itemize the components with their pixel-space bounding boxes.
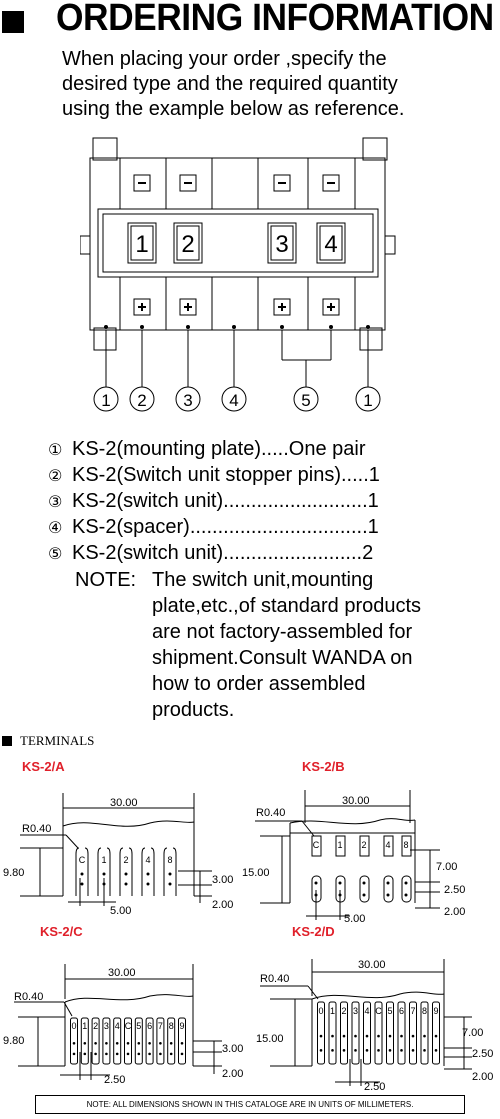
dim-1: 3.00 — [222, 1043, 244, 1055]
pin-label: C — [375, 1006, 382, 1016]
list-item — [48, 437, 380, 463]
dim-radius: R0.40 — [260, 973, 290, 985]
pin-hole — [400, 1049, 403, 1052]
pin-hole — [435, 1049, 438, 1052]
bullet-square-icon — [2, 736, 12, 746]
pin-label: 0 — [71, 1021, 77, 1031]
ks2c-label: KS-2/C — [40, 924, 83, 939]
dim-1: 3.00 — [212, 874, 234, 886]
pin-hole — [331, 1035, 334, 1038]
pin-hole — [412, 1035, 415, 1038]
dim-height: 9.80 — [3, 1035, 25, 1047]
pin-label: 2 — [341, 1006, 347, 1016]
dim-radius: R0.40 — [256, 807, 286, 819]
pin-label: 7 — [157, 1021, 163, 1031]
pin-label: 6 — [398, 1006, 405, 1016]
callout-number: 1 — [101, 391, 111, 410]
pin-label: 8 — [167, 855, 173, 865]
pin-label: 1 — [329, 1006, 336, 1016]
dim-radius: R0.40 — [14, 991, 44, 1003]
pin-hole — [105, 1042, 108, 1045]
pin-hole — [73, 1053, 76, 1056]
pin-hole — [377, 1035, 380, 1038]
note-line: The switch unit,mounting — [152, 569, 374, 591]
pin-label: 0 — [318, 1006, 324, 1016]
pin-hole — [423, 1035, 426, 1038]
ks2b-label: KS-2/B — [302, 759, 345, 774]
note-line: are not factory-assembled for — [152, 621, 413, 643]
item-text: KS-2(Switch unit stopper pins).....1 — [72, 464, 380, 486]
intro-line: When placing your order ,specify the — [62, 48, 387, 70]
pin-hole — [84, 1053, 87, 1056]
item-text: KS-2(spacer)................................1 — [72, 516, 379, 538]
pin-label: 5 — [387, 1006, 393, 1016]
intro-line: desired type and the required quantity — [62, 73, 398, 95]
pin-hole — [127, 1053, 130, 1056]
pin-hole — [377, 1049, 380, 1052]
unit-digit: 3 — [275, 231, 289, 258]
dim-width: 30.00 — [110, 797, 138, 809]
dim-pitch: 5.00 — [110, 905, 132, 917]
pin-hole — [116, 1042, 119, 1045]
pin-label: 1 — [82, 1021, 88, 1031]
pin-hole — [320, 1035, 323, 1038]
dim-1: 7.00 — [436, 861, 458, 873]
pin-label: 4 — [145, 855, 151, 865]
assembly-diagram — [80, 132, 410, 422]
dim-radius: R0.40 — [22, 823, 52, 835]
pin-label: C — [78, 855, 86, 865]
pin-hole — [148, 1042, 151, 1045]
pin-hole — [181, 1042, 184, 1045]
pin-label: 9 — [179, 1021, 185, 1031]
pin-hole — [148, 1053, 151, 1056]
section-header — [0, 0, 500, 48]
pin-label: 8 — [168, 1021, 174, 1031]
item-text: KS-2(switch unit)..........................1 — [72, 490, 379, 512]
note-line: shipment.Consult WANDA on — [152, 647, 413, 669]
pin-label: 5 — [136, 1021, 142, 1031]
pin-label: 2 — [361, 840, 367, 850]
item-number: ⑤ — [48, 544, 63, 563]
pin-hole — [84, 1042, 87, 1045]
note-line: how to order assembled — [152, 673, 366, 695]
pin-hole — [366, 1049, 369, 1052]
note-line: plate,etc.,of standard products — [152, 595, 422, 617]
dim-width: 30.00 — [108, 967, 136, 979]
pin-label: 9 — [433, 1006, 439, 1016]
dim-2: 2.00 — [222, 1068, 244, 1080]
item-number: ① — [48, 440, 63, 459]
callout-number: 3 — [183, 391, 193, 410]
pin-hole — [73, 1042, 76, 1045]
bullet-square-icon — [2, 11, 24, 33]
callout-number: 4 — [229, 391, 239, 410]
pin-hole — [94, 1042, 97, 1045]
pin-hole — [320, 1049, 323, 1052]
page-title: ORDERING INFORMATION — [56, 0, 494, 39]
dim-height: 15.00 — [256, 1033, 284, 1045]
dim-3: 2.00 — [444, 906, 466, 918]
dim-height: 9.80 — [3, 867, 25, 879]
list-item — [48, 463, 380, 489]
pin-hole — [389, 1035, 392, 1038]
pin-label: 2 — [93, 1021, 99, 1031]
pin-hole — [127, 1042, 130, 1045]
pin-hole — [412, 1049, 415, 1052]
pin-label: 1 — [101, 855, 107, 865]
pin-label: 4 — [385, 840, 391, 850]
dim-3: 2.00 — [472, 1071, 494, 1083]
pin-hole — [354, 1049, 357, 1052]
pin-hole — [159, 1042, 162, 1045]
pin-label: 6 — [147, 1021, 153, 1031]
pin-hole — [343, 1035, 346, 1038]
pin-hole — [343, 1049, 346, 1052]
pin-hole — [105, 1053, 108, 1056]
pin-hole — [354, 1035, 357, 1038]
pin-label: C — [312, 840, 320, 850]
pin-label: 8 — [403, 840, 409, 850]
parts-list — [48, 437, 380, 567]
pin-hole — [138, 1042, 141, 1045]
ks2a-label: KS-2/A — [22, 759, 65, 774]
terminal-drawing-ks2b — [240, 778, 500, 923]
pin-hole — [159, 1053, 162, 1056]
dim-2: 2.50 — [444, 884, 466, 896]
dim-height: 15.00 — [242, 867, 270, 879]
pin-hole — [400, 1035, 403, 1038]
dim-1: 7.00 — [462, 1027, 484, 1039]
pin-hole — [94, 1053, 97, 1056]
pin-label: 3 — [103, 1021, 109, 1031]
dim-pitch: 5.00 — [344, 913, 366, 923]
pin-label: 3 — [352, 1006, 359, 1016]
dim-2: 2.00 — [212, 899, 234, 911]
item-text: KS-2(switch unit).........................2 — [72, 542, 374, 564]
ks2d-label: KS-2/D — [292, 924, 335, 939]
item-number: ② — [48, 466, 63, 485]
unit-digit: 2 — [181, 231, 195, 258]
list-item — [48, 489, 380, 515]
pin-label: 4 — [114, 1021, 120, 1031]
pin-label: 1 — [337, 840, 343, 850]
dim-2: 2.50 — [472, 1048, 494, 1060]
terminal-drawing-ks2a — [0, 778, 250, 918]
terminals-title: TERMINALS — [20, 733, 95, 748]
pin-hole — [170, 1053, 173, 1056]
pin-label: 4 — [364, 1006, 370, 1016]
pin-hole — [138, 1053, 141, 1056]
unit-digit: 1 — [135, 231, 149, 258]
callout-number: 2 — [137, 391, 147, 410]
dim-pitch: 2.50 — [104, 1074, 126, 1086]
list-item — [48, 515, 380, 541]
pin-hole — [366, 1035, 369, 1038]
dim-width: 30.00 — [342, 795, 370, 807]
item-number: ③ — [48, 492, 63, 511]
dim-pitch: 2.50 — [364, 1081, 386, 1092]
note-label: NOTE: — [75, 569, 137, 591]
pin-hole — [170, 1042, 173, 1045]
pin-hole — [181, 1053, 184, 1056]
unit-digit: 4 — [324, 231, 338, 258]
note-line: products. — [152, 699, 235, 721]
pin-label: 2 — [123, 855, 129, 865]
callout-number: 5 — [301, 391, 311, 410]
pin-hole — [331, 1049, 334, 1052]
pin-hole — [389, 1049, 392, 1052]
list-item — [48, 541, 380, 567]
item-text: KS-2(mounting plate).....One pair — [72, 438, 366, 460]
pin-label: C — [124, 1021, 132, 1031]
footer-note: NOTE: ALL DIMENSIONS SHOWN IN THIS CATALOGE ARE IN UNITS OF MILLIMETERS. — [35, 1095, 465, 1114]
pin-hole — [116, 1053, 119, 1056]
dim-width: 30.00 — [358, 959, 386, 971]
intro-line: using the example below as reference. — [62, 98, 405, 120]
item-number: ④ — [48, 518, 63, 537]
pin-label: 8 — [421, 1006, 428, 1016]
callout-number: 1 — [363, 391, 373, 410]
pin-hole — [423, 1049, 426, 1052]
intro-paragraph — [62, 47, 492, 122]
pin-label: 7 — [410, 1006, 416, 1016]
terminal-drawing-ks2c — [0, 944, 250, 1092]
terminal-drawing-ks2d — [250, 944, 500, 1092]
pin-hole — [435, 1035, 438, 1038]
